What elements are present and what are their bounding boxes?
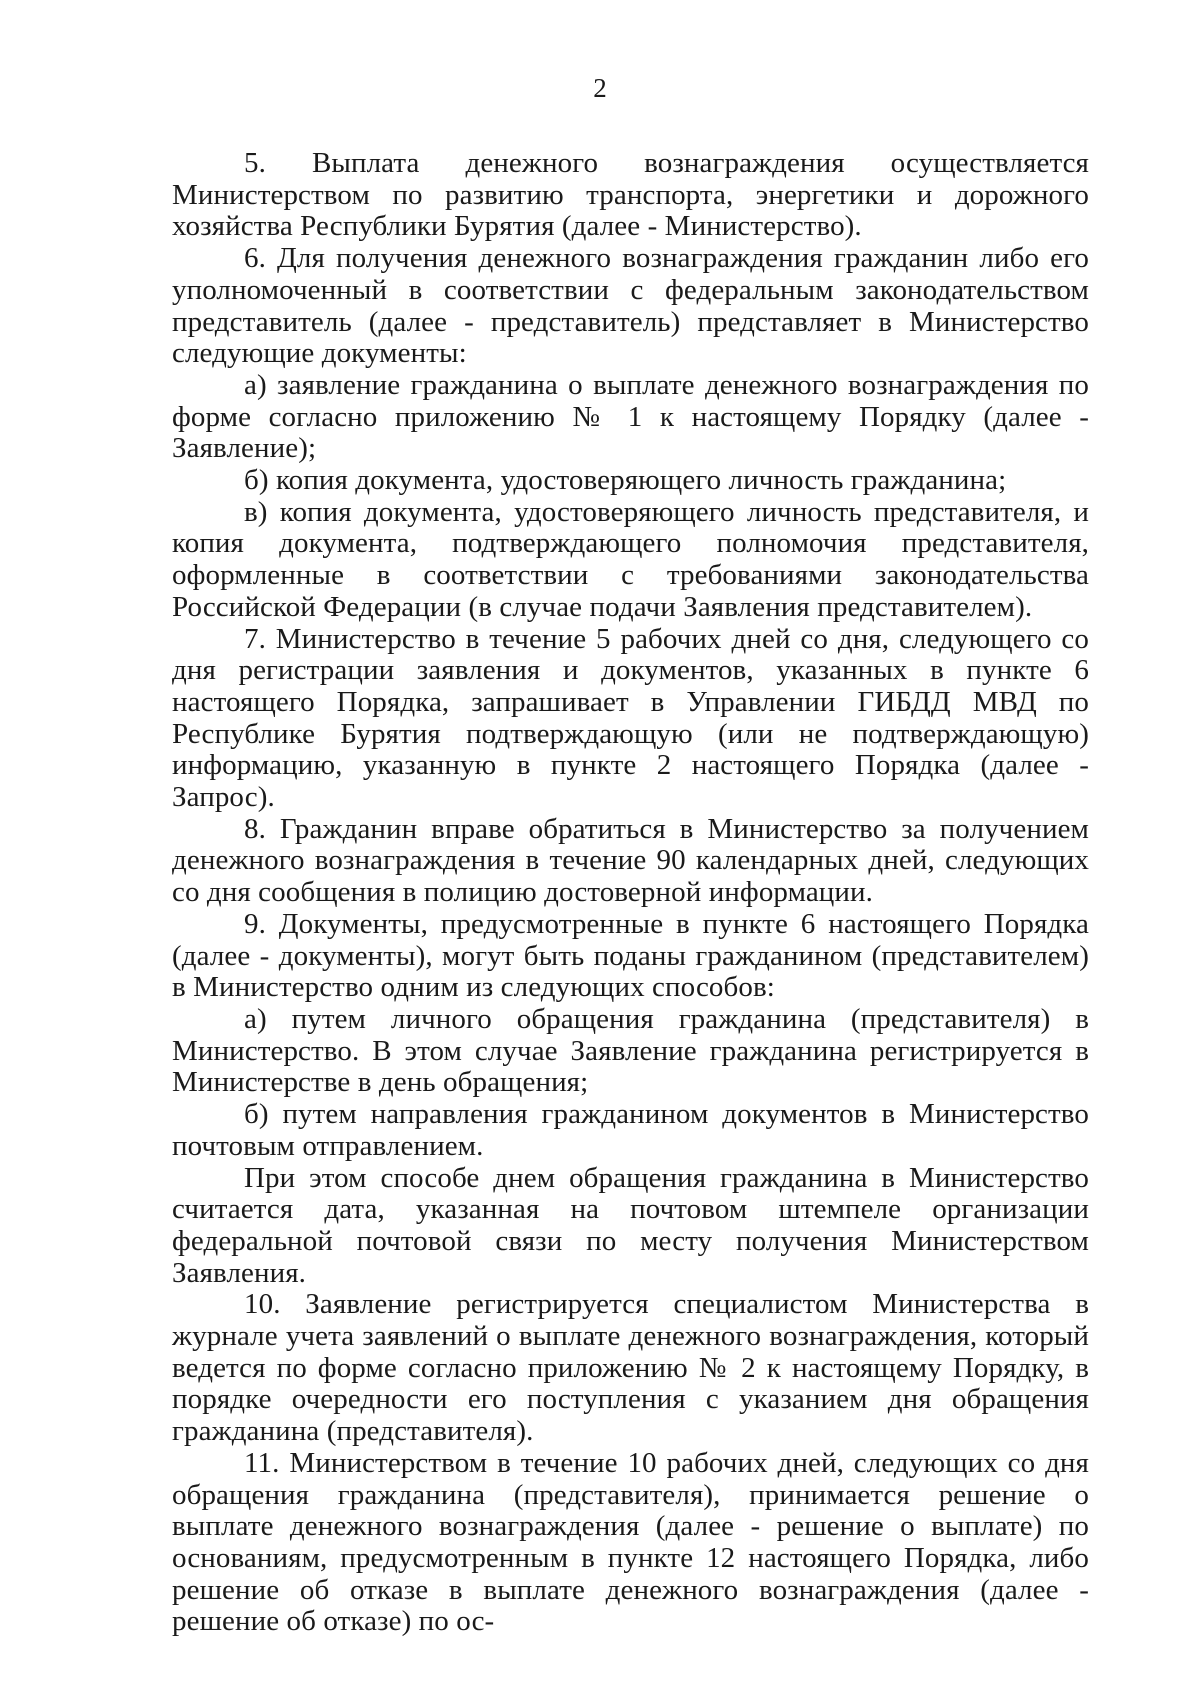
paragraph-6a: а) заявление гражданина о выплате денежного вознаграждения по форме согласно приложению № 1 к настоящему Порядку (далее - Заявление); — [172, 368, 1089, 465]
paragraph-8: 8. Гражданин вправе обратиться в Министерство за получением денежного вознаграждения в течение 90 календарных дней, следующих со дня сообщения в полицию достоверной информации. — [172, 812, 1089, 909]
paragraph-9: 9. Документы, предусмотренные в пункте 6 настоящего Порядка (далее - документы), могут быть поданы гражданином (представителем) в Министерство одним из следующих способов: — [172, 907, 1089, 1004]
paragraph-6v: в) копия документа, удостоверяющего личность представителя, и копия документа, подтверждающего полномочия представителя, оформленные в соответствии с требованиями законодательства Российской Федерации (в случае подачи Заявления представителем). — [172, 495, 1089, 623]
paragraph-9-note: При этом способе днем обращения гражданина в Министерство считается дата, указанная на почтовом штемпеле организации федеральной почтовой связи по месту получения Министерством Заявления. — [172, 1161, 1089, 1289]
paragraph-6b: б) копия документа, удостоверяющего личность гражданина; — [244, 464, 1007, 497]
page-number: 2 — [593, 73, 607, 103]
paragraph-7: 7. Министерство в течение 5 рабочих дней со дня, следующего со дня регистрации заявления и документов, указанных в пункте 6 настоящего Порядка, запрашивает в Управлении ГИБДД МВД по Республике Бурятия подтверждающую (или не подтверждающую) информацию, указанную в пункте 2 настоящего Порядка (далее - Запрос). — [172, 622, 1089, 814]
document-body — [172, 148, 1089, 1638]
paragraph-6: 6. Для получения денежного вознаграждения гражданин либо его уполномоченный в соответствии с федеральным законодательством представитель (далее - представитель) представляет в Министерство следующие документы: — [172, 242, 1089, 370]
paragraph-9a: а) путем личного обращения гражданина (представителя) в Министерство. В этом случае Заявление гражданина регистрируется в Министерстве в день обращения; — [172, 1002, 1089, 1099]
paragraph-5: 5. Выплата денежного вознаграждения осуществляется Министерством по развитию транспорта, энергетики и дорожного хозяйства Республики Бурятия (далее - Министерство). — [172, 147, 1089, 243]
paragraph-9b: б) путем направления гражданином документов в Министерство почтовым отправлением. — [172, 1098, 1089, 1162]
paragraph-10: 10. Заявление регистрируется специалистом Министерства в журнале учета заявлений о выплате денежного вознаграждения, который ведется по форме согласно приложению № 2 к настоящему Порядку, в порядке очередности его поступления с указанием дня обращения гражданина (представителя). — [172, 1288, 1089, 1448]
paragraph-11: 11. Министерством в течение 10 рабочих дней, следующих со дня обращения гражданина (представителя), принимается решение о выплате денежного вознаграждения (далее - решение о выплате) по основаниям, предусмотренным в пункте 12 настоящего Порядка, либо решение об отказе в выплате денежного вознаграждения (далее - решение об отказе) по ос- — [172, 1446, 1089, 1638]
